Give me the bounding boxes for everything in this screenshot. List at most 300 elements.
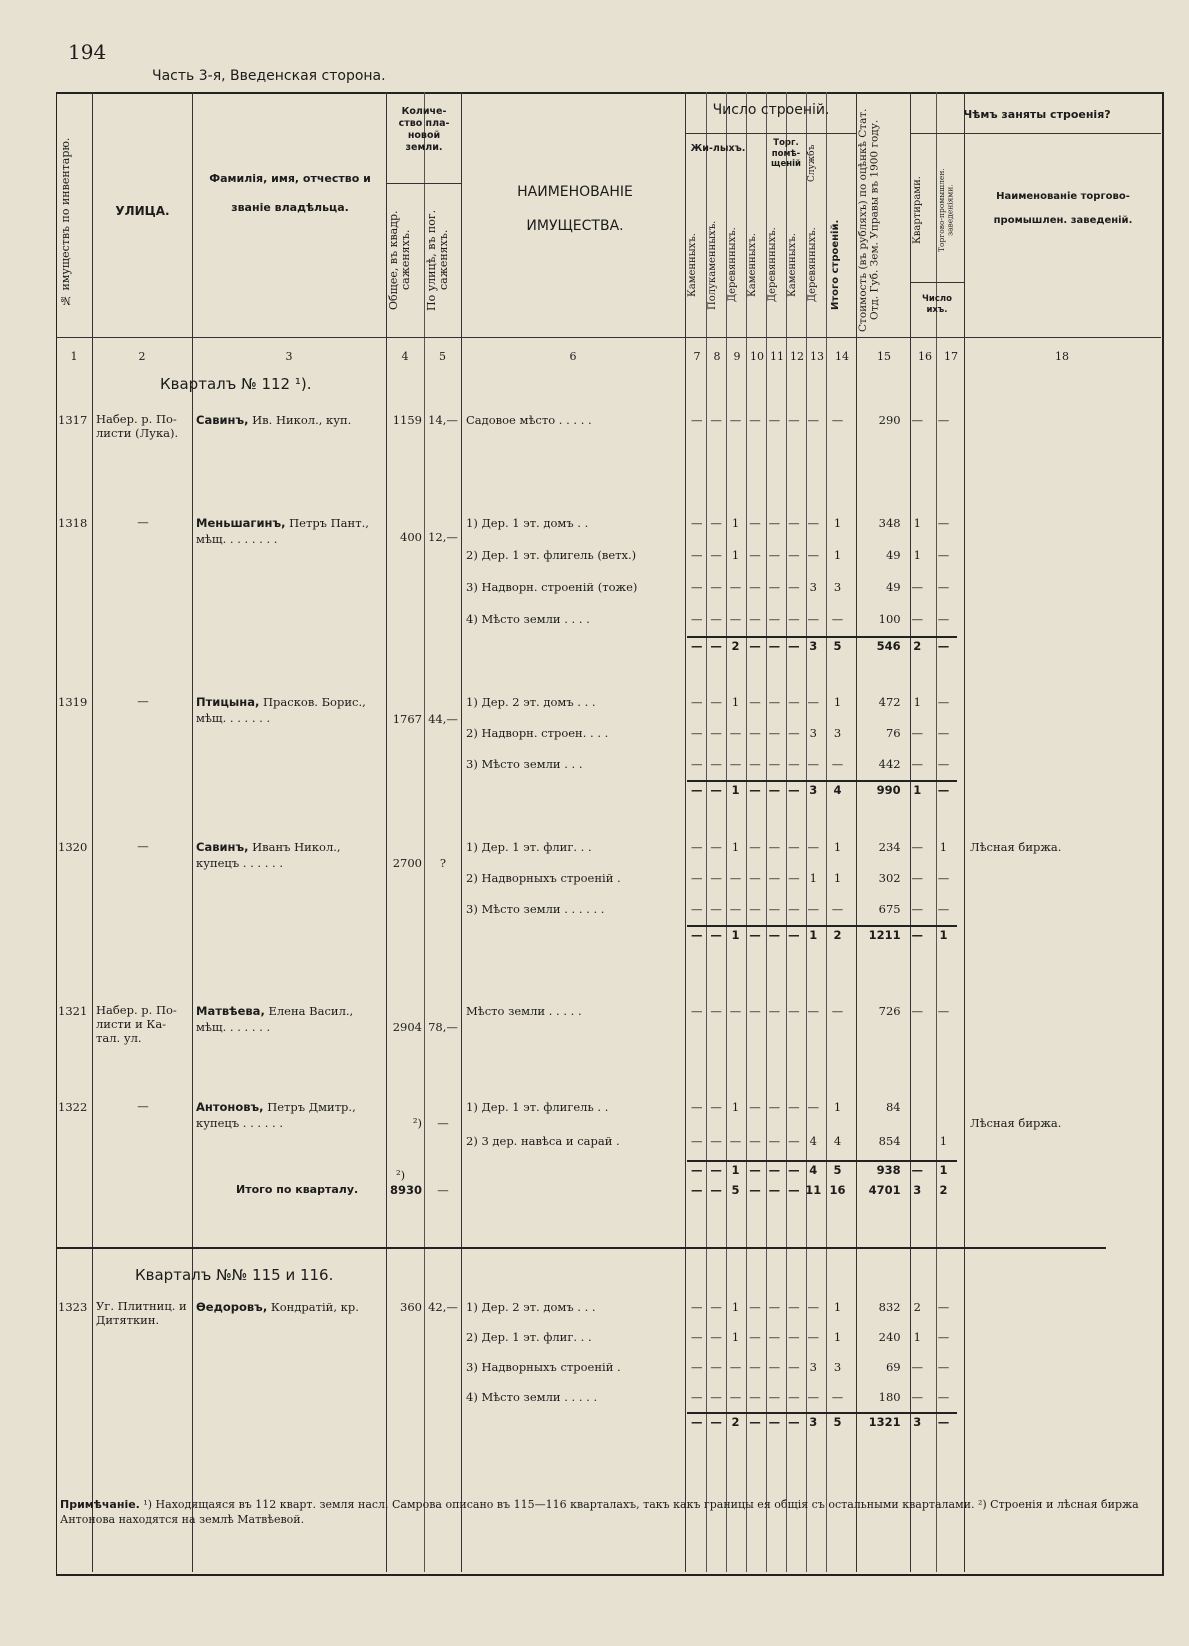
cell-col-12: — xyxy=(788,1330,800,1344)
cell-col-9: 5 xyxy=(731,1183,740,1197)
cell-col-9: — xyxy=(729,413,742,427)
cell-col-7: — xyxy=(690,1183,703,1197)
property-line: 1) Дер. 1 эт. домъ . . xyxy=(466,516,589,530)
quarter-title: Кварталъ №№ 115 и 116. xyxy=(135,1266,334,1284)
cell-col-7: — xyxy=(690,639,703,653)
property-line: 3) Мѣсто земли . . . xyxy=(466,757,583,771)
header-col11: Деревянныхъ. xyxy=(767,227,778,303)
cell-col-12: — xyxy=(788,1415,800,1429)
street-length: 44,— xyxy=(428,712,458,726)
cell-col-16: — xyxy=(911,840,923,854)
cell-col-10: — xyxy=(749,1390,761,1404)
cell-col-17: 2 xyxy=(939,1183,948,1197)
cell-col-13: — xyxy=(807,516,819,530)
column-number: 6 xyxy=(569,350,577,363)
land-area: 1159 xyxy=(392,413,422,427)
cell-col-15: 675 xyxy=(878,902,901,916)
cell-col-13: 1 xyxy=(809,871,817,885)
cell-col-16: 1 xyxy=(913,548,921,562)
cell-col-15: 938 xyxy=(876,1163,901,1177)
cell-col-12: — xyxy=(788,413,800,427)
building-counts-row xyxy=(687,1300,957,1320)
street-name: — xyxy=(137,515,149,529)
cell-col-11: — xyxy=(768,840,781,854)
cell-col-16 xyxy=(905,1134,930,1154)
street-name: — xyxy=(137,694,149,708)
cell-col-17: 1 xyxy=(939,1163,948,1177)
cell-col-10: — xyxy=(749,1183,761,1197)
cell-col-17: — xyxy=(937,1415,950,1429)
owner-details: Елена Васил., мѣщ. . . . . . . xyxy=(196,1004,354,1034)
property-line: 1) Дер. 2 эт. домъ . . . xyxy=(466,1300,596,1314)
cell-col-15: 348 xyxy=(878,516,901,530)
cell-col-10: — xyxy=(749,783,761,797)
cell-col-9: — xyxy=(729,1004,742,1018)
cell-col-11: — xyxy=(768,1163,781,1177)
cell-col-14: — xyxy=(831,413,844,427)
cell-col-13: 11 xyxy=(805,1183,822,1197)
building-counts-row xyxy=(687,1330,957,1350)
quarter-total-note: ²) xyxy=(396,1168,406,1182)
building-counts-row xyxy=(687,840,957,860)
column-number: 17 xyxy=(944,350,958,363)
cell-col-13: 3 xyxy=(809,580,817,594)
cell-col-11: — xyxy=(768,1134,781,1148)
quarter-separator xyxy=(56,1247,1106,1249)
owner-cell xyxy=(196,840,384,871)
cell-col-12: — xyxy=(788,871,800,885)
header-street: УЛИЦА. xyxy=(115,204,170,218)
cell-col-17: — xyxy=(937,871,950,885)
building-counts-row xyxy=(687,548,957,568)
cell-col-8: — xyxy=(710,1163,722,1177)
cell-col-11: — xyxy=(768,1360,781,1374)
owner-cell xyxy=(196,516,384,547)
cell-col-16: 2 xyxy=(913,639,922,653)
inventory-number: 1320 xyxy=(58,840,88,854)
cell-col-12: — xyxy=(788,928,800,942)
cell-col-8: — xyxy=(710,1100,722,1114)
property-line: 3) Мѣсто земли . . . . . . xyxy=(466,902,605,916)
property-line: 2) Надворн. строен. . . . xyxy=(466,726,609,740)
cell-col-14: 1 xyxy=(833,871,842,885)
cell-col-7: — xyxy=(690,871,703,885)
owner-surname: Меньшагинъ, xyxy=(196,516,286,530)
cell-col-7: — xyxy=(690,548,703,562)
cell-col-12: — xyxy=(788,902,800,916)
column-number: 13 xyxy=(810,350,824,363)
cell-col-12: — xyxy=(788,726,800,740)
cell-col-15: 100 xyxy=(878,612,901,626)
quarter-total-label: Итого по кварталу. xyxy=(236,1183,359,1196)
cell-col-12: — xyxy=(788,695,800,709)
building-counts-row xyxy=(687,580,957,600)
cell-col-13: — xyxy=(807,612,819,626)
table-frame xyxy=(56,92,1164,1576)
cell-col-9: 1 xyxy=(731,548,740,562)
cell-col-12: — xyxy=(788,1390,800,1404)
land-area: 2700 xyxy=(392,856,422,870)
cell-col-9: — xyxy=(729,871,742,885)
column-number: 10 xyxy=(750,350,764,363)
col-divider xyxy=(964,92,965,1572)
inventory-number: 1319 xyxy=(58,695,88,709)
cell-col-16: — xyxy=(911,413,923,427)
col-divider xyxy=(461,92,462,1572)
land-area: 2904 xyxy=(392,1020,422,1034)
cell-col-11: — xyxy=(768,871,781,885)
cell-col-15: 472 xyxy=(878,695,901,709)
header-inventory-no: № имуществъ по инвентарю. xyxy=(59,137,72,307)
cell-col-13: — xyxy=(807,757,819,771)
cell-col-9: 1 xyxy=(731,1163,740,1177)
cell-col-9: 1 xyxy=(731,783,740,797)
cell-col-13: — xyxy=(807,413,819,427)
establishment-name: Лѣсная биржа. xyxy=(970,840,1062,854)
cell-col-11: — xyxy=(768,580,781,594)
cell-col-10: — xyxy=(749,1330,761,1344)
footnote-label: Примѣчаніе. xyxy=(60,1498,140,1511)
cell-col-8: — xyxy=(710,1390,722,1404)
property-line: 2) Надворныхъ строеній . xyxy=(466,871,621,885)
cell-col-15: 1211 xyxy=(868,928,901,942)
cell-col-12: — xyxy=(788,612,800,626)
cell-col-12: — xyxy=(788,580,800,594)
street-length: 78,— xyxy=(428,1020,458,1034)
quarter-total-row xyxy=(687,1183,957,1203)
cell-col-17: — xyxy=(937,1390,950,1404)
street-name: Набер. р. По-листи и Ка-тал. ул. xyxy=(96,1003,177,1045)
column-number: 1 xyxy=(70,350,78,363)
column-number: 9 xyxy=(733,350,741,363)
cell-col-14: 1 xyxy=(833,1100,842,1114)
owner-surname: Өедоровъ, xyxy=(196,1300,268,1314)
cell-col-12: — xyxy=(788,516,800,530)
cell-col-13: — xyxy=(807,1330,819,1344)
cell-col-15: 990 xyxy=(876,783,901,797)
cell-col-16: — xyxy=(911,1163,923,1177)
cell-col-9: 1 xyxy=(731,1330,740,1344)
cell-col-11: — xyxy=(768,757,781,771)
cell-col-11: — xyxy=(768,639,781,653)
cell-col-9: 2 xyxy=(731,639,740,653)
cell-col-9: — xyxy=(729,726,742,740)
cell-col-8: — xyxy=(710,1360,722,1374)
owner-details: Петръ Дмитр., купецъ . . . . . . xyxy=(196,1100,356,1130)
cell-col-12: — xyxy=(788,639,800,653)
cell-col-13: — xyxy=(807,1390,819,1404)
property-line: 4) Мѣсто земли . . . . . xyxy=(466,1390,598,1404)
cell-col-8: — xyxy=(710,548,722,562)
cell-col-17: — xyxy=(937,695,950,709)
header-trade: Торг. помѣ-щеній xyxy=(771,138,801,170)
cell-col-17: — xyxy=(937,757,950,771)
subtotal-row xyxy=(687,1415,957,1435)
header-service: Службъ xyxy=(807,144,817,182)
cell-col-14: 4 xyxy=(833,1134,842,1148)
column-number: 3 xyxy=(285,350,293,363)
cell-col-14: 1 xyxy=(833,516,842,530)
cell-col-8: — xyxy=(710,783,722,797)
property-line: 2) 3 дер. навѣса и сарай . xyxy=(466,1134,620,1148)
header-owner: Фамилія, имя, отчество и званіе владѣльца. xyxy=(209,172,371,214)
header-land-total: Общее, въ квадр. саженяхъ. xyxy=(387,210,413,310)
column-number: 8 xyxy=(713,350,721,363)
cell-col-14: 3 xyxy=(833,580,842,594)
cell-col-17: — xyxy=(937,726,950,740)
cell-col-8: — xyxy=(710,1134,722,1148)
owner-surname: Савинъ, xyxy=(196,413,249,427)
cell-col-9: 1 xyxy=(731,1100,740,1114)
cell-col-14: — xyxy=(831,612,844,626)
cell-col-12: — xyxy=(788,1163,800,1177)
cell-col-12: — xyxy=(788,1183,800,1197)
cell-col-14: 1 xyxy=(833,695,842,709)
cell-col-14: 5 xyxy=(833,1163,842,1177)
cell-col-11: — xyxy=(768,1330,781,1344)
cell-col-16: — xyxy=(911,1004,923,1018)
header-col8: Полукаменныхъ. xyxy=(707,220,718,310)
col-divider xyxy=(826,92,827,1572)
column-number: 5 xyxy=(439,350,446,363)
establishment-name: Лѣсная биржа. xyxy=(970,1116,1062,1130)
cell-col-10: — xyxy=(749,695,761,709)
cell-col-7: — xyxy=(690,1163,703,1177)
cell-col-7: — xyxy=(690,1360,703,1374)
column-number: 18 xyxy=(1055,350,1069,363)
cell-col-15: 76 xyxy=(885,726,901,740)
cell-col-17: — xyxy=(937,516,950,530)
cell-col-11: — xyxy=(768,1415,781,1429)
subtotal-rule xyxy=(687,925,957,927)
building-counts-row xyxy=(687,1390,957,1410)
subtotal-row xyxy=(687,639,957,659)
cell-col-16: — xyxy=(911,1360,923,1374)
cell-col-16: — xyxy=(911,612,923,626)
cell-col-8: — xyxy=(710,726,722,740)
cell-col-15: 240 xyxy=(878,1330,901,1344)
subtotal-row xyxy=(687,1163,957,1183)
header-trade-estab: Торгово-промышлен. заведеніями. xyxy=(937,168,955,252)
cell-col-8: — xyxy=(710,1004,722,1018)
owner-cell xyxy=(196,413,384,429)
owner-details: Ив. Никол., куп. xyxy=(252,413,352,427)
cell-col-13: — xyxy=(807,1100,819,1114)
group-line xyxy=(910,282,964,283)
cell-col-15: 69 xyxy=(885,1360,901,1374)
building-counts-row xyxy=(687,695,957,715)
cell-col-14: — xyxy=(831,902,844,916)
cell-col-13: — xyxy=(807,1004,819,1018)
cell-col-13: 1 xyxy=(809,928,818,942)
cell-col-12: — xyxy=(788,1300,800,1314)
subtotal-rule xyxy=(687,636,957,638)
owner-surname: Птицына, xyxy=(196,695,260,709)
cell-col-17: — xyxy=(937,902,950,916)
cell-col-11: — xyxy=(768,548,781,562)
header-value: Стоимость (въ рубляхъ) по оцѣнкѣ Стат. Отд. Губ. Зем. Управы въ 1900 году. xyxy=(857,108,881,332)
building-counts-row xyxy=(687,1100,957,1120)
header-property-name: НАИМЕНОВАНІЕ ИМУЩЕСТВА. xyxy=(517,184,633,234)
subtotal-rule xyxy=(687,1412,957,1414)
building-counts-row xyxy=(687,871,957,891)
owner-surname: Антоновъ, xyxy=(196,1100,264,1114)
cell-col-7: — xyxy=(690,580,703,594)
cell-col-15: 4701 xyxy=(868,1183,901,1197)
header-buildings-group: Число строеній. xyxy=(712,102,830,118)
street-name: — xyxy=(137,839,149,853)
cell-col-17: 1 xyxy=(939,840,948,854)
cell-col-12: — xyxy=(788,757,800,771)
cell-col-8: — xyxy=(710,1415,722,1429)
cell-col-14: 16 xyxy=(829,1183,846,1197)
cell-col-9: 1 xyxy=(731,516,740,530)
cell-col-9: — xyxy=(729,902,742,916)
header-estab-names: Наименованіе торгово-промышлен. заведеній. xyxy=(993,191,1133,226)
cell-col-11: — xyxy=(768,516,781,530)
building-counts-row xyxy=(687,413,957,433)
cell-col-14: 1 xyxy=(833,840,842,854)
land-area: 360 xyxy=(400,1300,422,1314)
cell-col-16: 3 xyxy=(913,1183,922,1197)
cell-col-14: 4 xyxy=(833,783,842,797)
cell-col-14: 3 xyxy=(833,726,842,740)
subtotal-row xyxy=(687,928,957,948)
street-length: 14,— xyxy=(428,413,458,427)
owner-cell xyxy=(196,1004,384,1035)
cell-col-9: 1 xyxy=(731,695,740,709)
header-count: Число ихъ. xyxy=(922,294,952,315)
quarter-total-street: — xyxy=(437,1183,449,1197)
header-land-group: Количе-ство пла-новой земли. xyxy=(398,106,450,153)
cell-col-9: — xyxy=(729,1390,742,1404)
cell-col-8: — xyxy=(710,639,722,653)
cell-col-17: — xyxy=(937,612,950,626)
building-counts-row xyxy=(687,1360,957,1380)
inventory-number: 1317 xyxy=(58,413,88,427)
cell-col-10: — xyxy=(749,871,761,885)
cell-col-7: — xyxy=(690,902,703,916)
building-counts-row xyxy=(687,757,957,777)
owner-cell xyxy=(196,695,384,726)
cell-col-8: — xyxy=(710,871,722,885)
cell-col-7: — xyxy=(690,1100,703,1114)
cell-col-14: — xyxy=(831,1004,844,1018)
cell-col-8: — xyxy=(710,612,722,626)
cell-col-7: — xyxy=(690,516,703,530)
group-line xyxy=(910,133,1161,134)
cell-col-12: — xyxy=(788,783,800,797)
cell-col-10: — xyxy=(749,902,761,916)
cell-col-11: — xyxy=(768,783,781,797)
col-divider xyxy=(386,92,387,1572)
cell-col-10: — xyxy=(749,413,761,427)
street-length: — xyxy=(437,1116,449,1130)
header-bottom-line xyxy=(56,337,1161,338)
cell-col-17: — xyxy=(937,1300,950,1314)
owner-details: Иванъ Никол., купецъ . . . . . . xyxy=(196,840,341,870)
cell-col-11: — xyxy=(768,902,781,916)
owner-details: Петръ Пант., мѣщ. . . . . . . . xyxy=(196,516,369,546)
land-area: ²) xyxy=(412,1116,422,1130)
cell-col-17: — xyxy=(937,548,950,562)
owner-surname: Савинъ, xyxy=(196,840,249,854)
cell-col-10: — xyxy=(749,580,761,594)
cell-col-12: — xyxy=(788,1004,800,1018)
col-divider xyxy=(424,92,425,1572)
cell-col-11: — xyxy=(768,1300,781,1314)
cell-col-7: — xyxy=(690,612,703,626)
owner-cell xyxy=(196,1300,384,1316)
page-number: 194 xyxy=(68,40,107,64)
cell-col-16: — xyxy=(911,757,923,771)
property-line: 3) Надворныхъ строеній . xyxy=(466,1360,621,1374)
cell-col-15: 854 xyxy=(878,1134,901,1148)
cell-col-16: — xyxy=(911,1390,923,1404)
street-name: Набер. р. По-листи (Лука). xyxy=(96,412,179,440)
cell-col-14: 2 xyxy=(833,928,842,942)
cell-col-14: 1 xyxy=(833,1330,842,1344)
building-counts-row xyxy=(687,1004,957,1024)
cell-col-9: — xyxy=(729,757,742,771)
cell-col-8: — xyxy=(710,757,722,771)
header-total-buildings: Итого строеній. xyxy=(830,219,841,311)
cell-col-16: — xyxy=(911,928,923,942)
cell-col-9: 1 xyxy=(731,1300,740,1314)
cell-col-12: — xyxy=(788,548,800,562)
column-number: 2 xyxy=(138,350,146,363)
property-line: 2) Дер. 1 эт. флигель (ветх.) xyxy=(466,548,637,562)
cell-col-10: — xyxy=(749,840,761,854)
subtotal-rule xyxy=(687,780,957,782)
header-col10: Каменныхъ. xyxy=(747,233,758,297)
cell-col-16: — xyxy=(911,902,923,916)
street-name: Уг. Плитниц. и Дитяткин. xyxy=(96,1299,187,1327)
cell-col-8: — xyxy=(710,902,722,916)
cell-col-10: — xyxy=(749,1415,761,1429)
cell-col-7: — xyxy=(690,1415,703,1429)
quarter-title: Кварталъ № 112 ¹). xyxy=(160,375,312,393)
inventory-number: 1322 xyxy=(58,1100,88,1114)
owner-cell xyxy=(196,1100,384,1131)
cell-col-9: 1 xyxy=(731,840,740,854)
cell-col-14: 5 xyxy=(833,639,842,653)
cell-col-12: — xyxy=(788,1100,800,1114)
cell-col-14: — xyxy=(831,757,844,771)
cell-col-10: — xyxy=(749,928,761,942)
cell-col-16 xyxy=(905,1100,930,1120)
cell-col-9: — xyxy=(729,580,742,594)
cell-col-16: 1 xyxy=(913,516,921,530)
cell-col-7: — xyxy=(690,1330,703,1344)
cell-col-15: 49 xyxy=(885,548,901,562)
inventory-number: 1323 xyxy=(58,1300,88,1314)
col-divider xyxy=(192,92,193,1572)
column-number: 16 xyxy=(918,350,932,363)
cell-col-10: — xyxy=(749,1163,761,1177)
cell-col-9: 1 xyxy=(731,928,740,942)
cell-col-10: — xyxy=(749,612,761,626)
cell-col-15: 1321 xyxy=(868,1415,901,1429)
cell-col-13: — xyxy=(807,695,819,709)
cell-col-7: — xyxy=(690,757,703,771)
cell-col-7: — xyxy=(690,1300,703,1314)
group-line xyxy=(386,183,461,184)
property-line: 2) Дер. 1 эт. флиг. . . xyxy=(466,1330,592,1344)
cell-col-17: — xyxy=(937,413,950,427)
street-length: 42,— xyxy=(428,1300,458,1314)
group-line xyxy=(685,133,856,134)
